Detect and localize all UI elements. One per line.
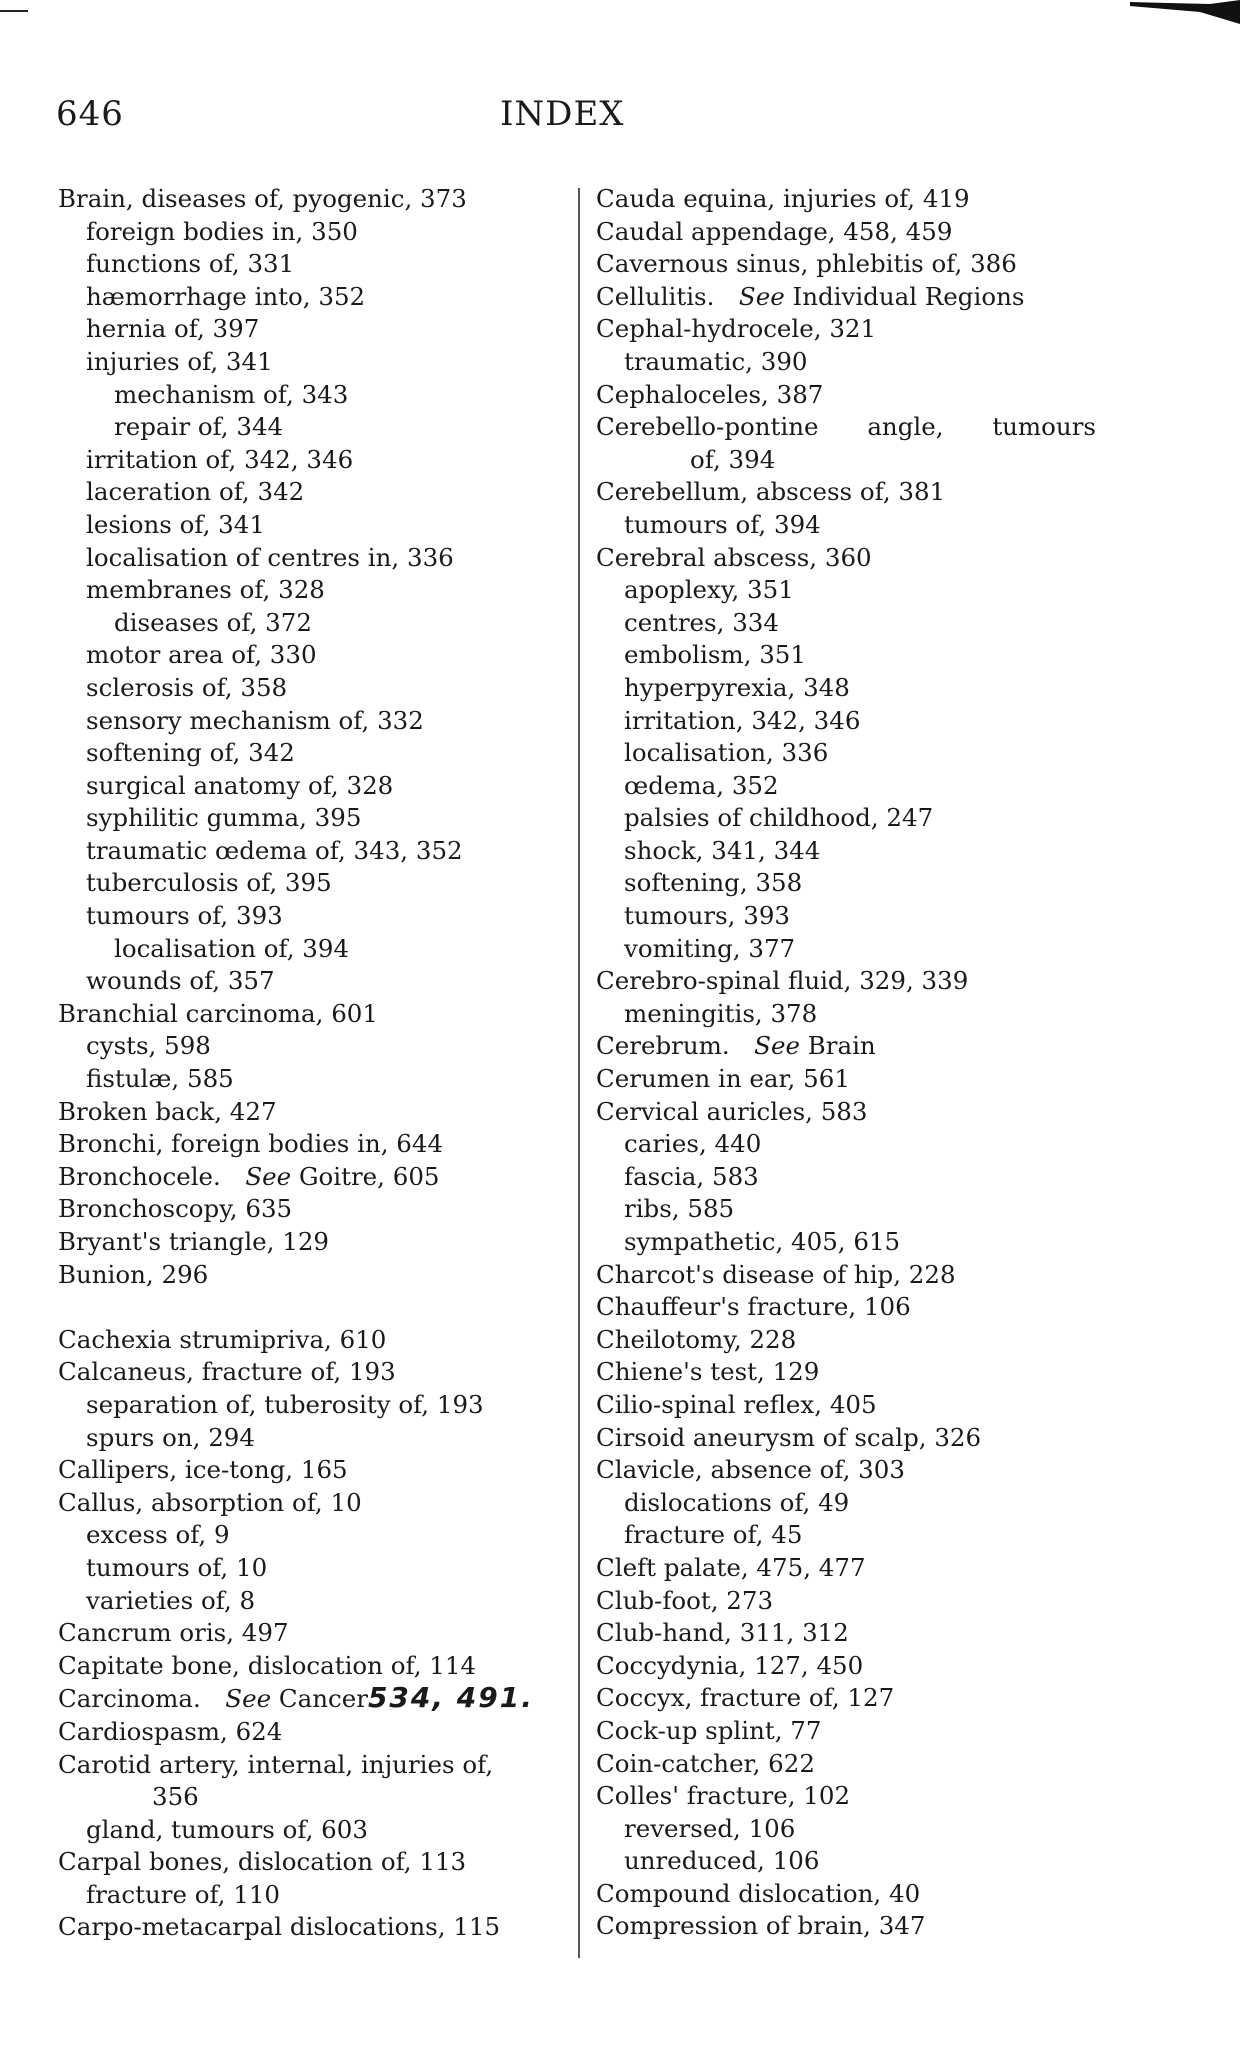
see-target: Cancer	[278, 1684, 368, 1714]
index-entry	[596, 1780, 1116, 1813]
index-entry-text: Callus, absorption of, 10	[58, 1487, 362, 1517]
column-divider	[578, 188, 580, 1958]
index-entry	[58, 1682, 568, 1716]
index-entry-text: fascia, 583	[624, 1161, 759, 1191]
index-entry-text: cysts, 598	[86, 1031, 211, 1061]
index-entry	[596, 770, 1116, 803]
index-entry	[596, 379, 1116, 412]
index-entry	[58, 1846, 568, 1879]
index-entry-text: lesions of, 341	[86, 509, 265, 539]
index-entry	[596, 1715, 1116, 1748]
index-entry-text: Cerumen in ear, 561	[596, 1064, 850, 1094]
index-entry-text: fracture of, 45	[624, 1520, 803, 1550]
index-entry	[58, 1259, 568, 1292]
index-entry	[58, 1128, 568, 1161]
index-entry-text: tumours of, 10	[86, 1552, 268, 1582]
index-entry-text: palsies of childhood, 247	[624, 803, 934, 833]
index-entry	[596, 1845, 1116, 1878]
index-entry-text: localisation, 336	[624, 738, 829, 768]
index-entry-text: Cellulitis.	[596, 281, 715, 311]
index-entry	[596, 1356, 1116, 1389]
index-entry-text: vomiting, 377	[624, 933, 796, 963]
index-entry	[596, 1226, 1116, 1259]
index-entry	[596, 1487, 1116, 1520]
index-entry-text: varieties of, 8	[86, 1585, 256, 1615]
index-entry-text: Chiene's test, 129	[596, 1357, 820, 1387]
see-reference: See	[245, 1161, 292, 1191]
index-entry-text: localisation of, 394	[114, 933, 350, 963]
index-entry-text: Charcot's disease of hip, 228	[596, 1259, 956, 1289]
index-entry-text: excess of, 9	[86, 1520, 230, 1550]
index-entry-text: Cauda equina, injuries of, 419	[596, 184, 970, 213]
index-entry-text: Bunion, 296	[58, 1259, 209, 1289]
index-entry-text: shock, 341, 344	[624, 835, 821, 865]
see-reference: See	[754, 1031, 800, 1061]
index-entry-text: Cerebro-spinal fluid, 329, 339	[596, 966, 969, 996]
index-entry	[58, 444, 568, 477]
index-entry	[58, 835, 568, 868]
index-entry-text: separation of, tuberosity of, 193	[86, 1389, 484, 1419]
index-entry-word: tumours	[992, 412, 1096, 442]
index-entry-text: of, 394	[690, 444, 776, 474]
index-entry	[58, 1389, 568, 1422]
index-entry-text: caries, 440	[624, 1129, 762, 1159]
index-entry	[596, 607, 1116, 640]
index-entry-text: repair of, 344	[114, 412, 284, 442]
index-entry	[596, 1552, 1116, 1585]
index-entry-text: Carpo-metacarpal dislocations, 115	[58, 1912, 501, 1942]
index-entry-text: traumatic œdema of, 343, 352	[86, 835, 463, 865]
index-entry	[58, 1324, 568, 1357]
index-entry	[58, 1879, 568, 1912]
index-entry	[58, 607, 568, 640]
index-entry	[58, 1422, 568, 1455]
index-entry-text: Cock-up splint, 77	[596, 1715, 822, 1745]
index-entry	[596, 1454, 1116, 1487]
index-entry-word: angle,	[867, 412, 944, 442]
index-entry	[58, 737, 568, 770]
index-entry	[596, 183, 1116, 216]
index-entry	[58, 542, 568, 575]
scan-edge-mark-right	[1130, 0, 1240, 24]
index-entry-text: membranes of, 328	[86, 575, 325, 605]
index-entry	[596, 705, 1116, 738]
see-target: Brain	[807, 1031, 876, 1061]
index-entry-text: Cheilotomy, 228	[596, 1324, 797, 1354]
index-entry	[596, 900, 1116, 933]
index-entry	[58, 1030, 568, 1063]
index-entry	[58, 281, 568, 314]
index-entry	[58, 1454, 568, 1487]
index-entry-text: apoplexy, 351	[624, 575, 794, 605]
index-entry	[58, 1193, 568, 1226]
index-entry-text: foreign bodies in, 350	[86, 216, 358, 246]
index-entry-text: embolism, 351	[624, 640, 806, 670]
index-entry-text: Cavernous sinus, phlebitis of, 386	[596, 249, 1017, 279]
index-entry	[596, 1030, 1116, 1063]
index-entry-text: Cilio-spinal reflex, 405	[596, 1389, 877, 1419]
index-entry-text: Cerebrum.	[596, 1031, 730, 1061]
index-entry-text: sympathetic, 405, 615	[624, 1227, 901, 1256]
index-entry	[58, 1552, 568, 1585]
index-entry	[596, 1878, 1116, 1911]
index-entry-text: traumatic, 390	[624, 346, 808, 376]
index-entry-text: wounds of, 357	[86, 966, 275, 996]
see-reference: See	[225, 1684, 272, 1714]
index-entry	[596, 998, 1116, 1031]
index-entry	[58, 1716, 568, 1749]
index-entry-text: Cerebellum, abscess of, 381	[596, 477, 946, 507]
index-entry	[58, 770, 568, 803]
index-entry-text: Cephaloceles, 387	[596, 379, 824, 409]
index-entry	[596, 1910, 1116, 1943]
index-entry-text: centres, 334	[624, 607, 779, 637]
index-entry	[596, 933, 1116, 966]
index-entry-text: injuries of, 341	[86, 346, 273, 376]
index-entry	[58, 639, 568, 672]
index-entry-word: Cerebello-pontine	[596, 412, 819, 442]
index-entry	[596, 835, 1116, 868]
page-number: 646	[56, 94, 124, 134]
index-entry	[596, 639, 1116, 672]
index-entry-text: unreduced, 106	[624, 1846, 820, 1876]
index-entry	[58, 574, 568, 607]
index-entry-text: irritation of, 342, 346	[86, 444, 354, 474]
index-entry-text: tumours of, 393	[86, 901, 283, 931]
index-entry	[596, 1291, 1116, 1324]
index-column-right	[596, 183, 1116, 1943]
index-entry	[58, 379, 568, 412]
index-entry	[596, 1096, 1116, 1129]
index-entry-text: Colles' fracture, 102	[596, 1781, 851, 1811]
index-entry	[58, 1650, 568, 1683]
index-entry-text: Club-foot, 273	[596, 1585, 774, 1615]
index-entry	[58, 1585, 568, 1618]
index-entry-text: Cervical auricles, 583	[596, 1096, 868, 1126]
index-entry-text: Coccyx, fracture of, 127	[596, 1683, 895, 1713]
index-entry	[596, 542, 1116, 575]
index-entry	[596, 867, 1116, 900]
index-entry	[596, 1161, 1116, 1194]
see-target: Individual Regions	[792, 281, 1025, 311]
section-gap	[58, 1291, 568, 1324]
index-entry	[58, 1814, 568, 1847]
index-entry	[596, 313, 1116, 346]
index-entry	[596, 1389, 1116, 1422]
index-entry-text: softening of, 342	[86, 738, 295, 768]
index-entry	[58, 802, 568, 835]
index-entry-text: fistulæ, 585	[86, 1064, 234, 1094]
index-entry-text: Caudal appendage, 458, 459	[596, 216, 953, 246]
index-entry-text: meningitis, 378	[624, 998, 818, 1028]
index-entry	[58, 183, 568, 216]
index-entry-text: ribs, 585	[624, 1194, 735, 1224]
index-entry	[596, 1193, 1116, 1226]
index-entry-text: reversed, 106	[624, 1813, 796, 1843]
index-entry	[58, 1911, 568, 1944]
index-entry-text: fracture of, 110	[86, 1879, 281, 1909]
index-entry	[58, 1356, 568, 1389]
index-entry	[58, 476, 568, 509]
index-entry-text: hæmorrhage into, 352	[86, 281, 366, 311]
index-entry	[58, 1487, 568, 1520]
index-entry	[58, 672, 568, 705]
index-entry	[596, 802, 1116, 835]
index-entry-text: sclerosis of, 358	[86, 672, 288, 702]
index-entry-text: gland, tumours of, 603	[86, 1814, 368, 1844]
index-entry	[58, 1226, 568, 1259]
index-entry	[58, 248, 568, 281]
index-entry-text: hyperpyrexia, 348	[624, 672, 850, 702]
index-entry	[596, 1519, 1116, 1552]
index-entry	[596, 1813, 1116, 1846]
index-entry-text: Cirsoid aneurysm of scalp, 326	[596, 1422, 982, 1452]
index-entry	[58, 900, 568, 933]
index-entry-text: Compound dislocation, 40	[596, 1878, 921, 1908]
index-entry	[58, 1781, 568, 1814]
index-entry	[596, 411, 1096, 444]
index-entry	[596, 1128, 1116, 1161]
index-entry-text: Brain, diseases of, pyogenic, 373	[58, 184, 467, 213]
index-column-left	[58, 183, 568, 1944]
index-entry	[596, 216, 1116, 249]
index-entry-text: tumours of, 394	[624, 509, 821, 539]
index-entry	[58, 965, 568, 998]
index-entry	[596, 476, 1116, 509]
index-entry	[596, 737, 1116, 770]
index-entry	[596, 965, 1116, 998]
index-entry-text: Capitate bone, dislocation of, 114	[58, 1650, 477, 1680]
index-entry	[58, 1096, 568, 1129]
index-entry	[596, 1063, 1116, 1096]
index-entry-text: 356	[152, 1782, 199, 1812]
index-entry	[596, 444, 1116, 477]
index-entry-text: Compression of brain, 347	[596, 1911, 926, 1941]
index-entry-text: dislocations of, 49	[624, 1487, 850, 1517]
index-entry-text: Coin-catcher, 622	[596, 1748, 815, 1778]
index-entry-text: tumours, 393	[624, 901, 791, 931]
index-entry-text: Cerebral abscess, 360	[596, 542, 872, 572]
index-entry	[58, 1749, 568, 1782]
index-entry	[58, 1161, 568, 1194]
index-entry	[58, 1617, 568, 1650]
index-entry	[596, 574, 1116, 607]
index-entry-text: Carcinoma.	[58, 1684, 201, 1714]
index-entry-text: Cleft palate, 475, 477	[596, 1552, 866, 1582]
index-entry	[596, 1259, 1116, 1292]
index-entry-text: Bronchi, foreign bodies in, 644	[58, 1129, 444, 1159]
index-entry	[596, 672, 1116, 705]
index-entry-text: Club-hand, 311, 312	[596, 1618, 849, 1648]
index-entry-text: Cardiospasm, 624	[58, 1716, 283, 1746]
index-entry-text: Calcaneus, fracture of, 193	[58, 1357, 396, 1387]
index-entry-text: mechanism of, 343	[114, 379, 349, 409]
index-entry	[596, 1748, 1116, 1781]
index-entry-text: œdema, 352	[624, 770, 779, 800]
handwritten-annotation: 534, 491.	[367, 1681, 534, 1715]
index-entry	[58, 411, 568, 444]
index-entry-text: Cancrum oris, 497	[58, 1618, 289, 1648]
index-entry	[596, 248, 1116, 281]
index-entry-text: syphilitic gumma, 395	[86, 803, 362, 833]
index-entry-text: Carotid artery, internal, injuries of,	[58, 1749, 494, 1779]
index-entry	[596, 1617, 1116, 1650]
index-entry	[58, 509, 568, 542]
index-entry	[58, 346, 568, 379]
index-entry	[58, 216, 568, 249]
index-entry-text: laceration of, 342	[86, 477, 305, 507]
index-entry	[58, 998, 568, 1031]
index-entry	[58, 1063, 568, 1096]
index-entry-text: Cachexia strumipriva, 610	[58, 1324, 387, 1354]
index-entry	[596, 1585, 1116, 1618]
index-entry-text: Bryant's triangle, 129	[58, 1227, 330, 1256]
index-entry-text: motor area of, 330	[86, 640, 317, 670]
index-entry-text: Broken back, 427	[58, 1096, 277, 1126]
index-entry	[58, 1519, 568, 1552]
index-entry-text: diseases of, 372	[114, 607, 312, 637]
page-title: INDEX	[500, 94, 625, 134]
index-entry-text: Carpal bones, dislocation of, 113	[58, 1847, 467, 1877]
index-entry-text: localisation of centres in, 336	[86, 542, 454, 572]
index-entry-text: Branchial carcinoma, 601	[58, 998, 378, 1028]
index-entry-text: spurs on, 294	[86, 1422, 255, 1452]
index-entry	[596, 1422, 1116, 1455]
index-entry	[596, 346, 1116, 379]
index-entry	[596, 281, 1116, 314]
index-entry-text: tuberculosis of, 395	[86, 868, 332, 898]
index-entry	[596, 1650, 1116, 1683]
index-entry-text: Chauffeur's fracture, 106	[596, 1292, 911, 1322]
see-target: Goitre, 605	[298, 1161, 440, 1191]
index-entry-text: Bronchocele.	[58, 1161, 221, 1191]
index-entry-text: surgical anatomy of, 328	[86, 770, 394, 800]
index-entry-text: Cephal-hydrocele, 321	[596, 314, 877, 344]
index-entry	[596, 509, 1116, 542]
index-entry-text: functions of, 331	[86, 249, 295, 279]
index-entry-text: Bronchoscopy, 635	[58, 1194, 293, 1224]
index-entry	[58, 705, 568, 738]
index-entry-text: Callipers, ice-tong, 165	[58, 1455, 348, 1485]
index-entry	[58, 867, 568, 900]
index-entry-text: irritation, 342, 346	[624, 705, 861, 735]
see-reference: See	[738, 281, 785, 311]
index-entry-text: softening, 358	[624, 868, 803, 898]
index-entry	[58, 933, 568, 966]
index-entry	[596, 1324, 1116, 1357]
index-entry	[58, 313, 568, 346]
index-entry	[596, 1682, 1116, 1715]
scan-edge-mark-left	[0, 10, 28, 12]
index-entry-text: sensory mechanism of, 332	[86, 705, 424, 735]
index-entry-text: Clavicle, absence of, 303	[596, 1455, 905, 1485]
index-entry-text: Coccydynia, 127, 450	[596, 1650, 864, 1680]
index-entry-text: hernia of, 397	[86, 314, 260, 344]
